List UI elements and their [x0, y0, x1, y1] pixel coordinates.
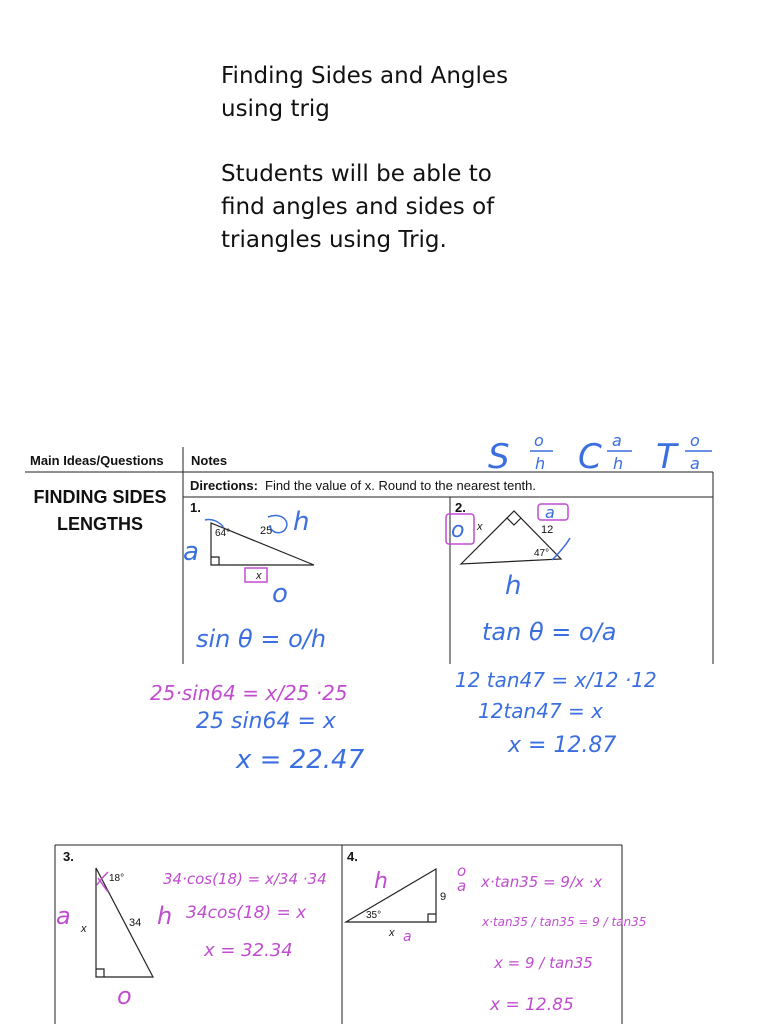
hw-soh-o: o	[534, 431, 544, 450]
hw-p4-eq1: x·tan35 = 9/x ·x	[481, 873, 603, 891]
hw-p2-eq4: x = 12.87	[508, 733, 617, 758]
section-title-line-1: FINDING SIDES	[33, 487, 167, 507]
hw-p3-eq2: 34cos(18) = x	[186, 903, 307, 923]
hw-cah-h: h	[613, 454, 624, 473]
problem-4-angle: 35°	[366, 910, 382, 921]
hw-p1-eq1: sin θ = o/h	[196, 625, 327, 653]
hw-p3-eq3: x = 32.34	[204, 940, 293, 961]
hw-p3-eq1: 34·cos(18) = x/34 ·34	[163, 870, 327, 888]
hw-p2-eq1: tan θ = o/a	[482, 618, 617, 646]
problem-2-side: 12	[541, 524, 554, 536]
hw-p4-o: o	[457, 862, 467, 880]
hw-p4-eq3: x = 9 / tan35	[494, 954, 593, 972]
hw-p4-eq2: x·tan35 / tan35 = 9 / tan35	[482, 915, 647, 929]
objective-line-2: find angles and sides of	[221, 194, 495, 220]
header-main-ideas: Main Ideas/Questions	[30, 453, 164, 468]
hw-soh-s: S	[488, 437, 510, 477]
handwriting-mnemonic	[488, 431, 712, 477]
hw-p1-h: h	[293, 507, 310, 537]
hw-p4-a2: a	[403, 929, 412, 945]
problem-1-angle: 64°	[215, 528, 231, 539]
hw-p1-eq4: x = 22.47	[236, 745, 365, 775]
problem-2-number: 2.	[455, 500, 466, 515]
problem-1-number: 1.	[190, 500, 201, 515]
hw-p1-eq3: 25 sin64 = x	[196, 709, 336, 734]
hw-p1-eq2: 25·sin64 = x/25 ·25	[150, 681, 348, 705]
hw-p4-a: a	[457, 877, 467, 895]
hw-toa-o: o	[690, 431, 700, 450]
problem-1-var: x	[256, 570, 262, 582]
title-line-1: Finding Sides and Angles	[221, 63, 509, 89]
section-title-line-2: LENGTHS	[56, 514, 144, 534]
problem-4-number: 4.	[347, 849, 358, 864]
handwriting-problem-1	[150, 507, 365, 775]
directions-text: Find the value of x. Round to the nearest tenth.	[265, 478, 537, 493]
hw-soh-h: h	[535, 454, 546, 473]
problem-4-triangle	[346, 869, 436, 922]
problem-1-hyp: 25	[260, 525, 273, 537]
problem-3-angle: 18°	[109, 873, 125, 884]
hw-p2-h: h	[505, 571, 522, 601]
hw-p4-h: h	[374, 869, 388, 894]
objective-line-3: triangles using Trig.	[221, 227, 447, 253]
hw-cah-a: a	[612, 431, 622, 450]
hw-p1-o: o	[272, 579, 288, 609]
problem-3-triangle	[96, 868, 153, 977]
hw-p3-o: o	[117, 982, 132, 1010]
hw-p1-a: a	[183, 537, 199, 567]
objective-line-1: Students will be able to	[221, 161, 492, 187]
directions-label: Directions:	[190, 478, 258, 493]
problem-2-var: x	[477, 521, 483, 533]
problem-4-side: 9	[440, 891, 447, 903]
hw-p2-eq2: 12 tan47 = x/12 ·12	[455, 668, 657, 692]
hw-p2-a: a	[545, 503, 555, 522]
title-line-2: using trig	[221, 96, 330, 122]
hw-p2-o: o	[451, 518, 465, 543]
problem-2-angle: 47°	[534, 548, 550, 559]
hw-p3-h: h	[157, 902, 173, 930]
problem-4-var: x	[389, 927, 395, 939]
handwriting-problem-4	[374, 862, 646, 1015]
problem-3-var: x	[81, 923, 87, 935]
hw-p4-eq4: x = 12.85	[490, 995, 574, 1015]
hw-toa-a: a	[690, 454, 700, 473]
problem-3-number: 3.	[63, 849, 74, 864]
hw-toa-t: T	[656, 437, 677, 477]
header-notes: Notes	[191, 453, 228, 468]
handwriting-problem-2	[446, 503, 657, 758]
hw-p3-a: a	[56, 902, 71, 930]
hw-cah-c: C	[578, 437, 602, 477]
hw-p2-eq3: 12tan47 = x	[478, 699, 603, 723]
problem-3-hyp: 34	[129, 917, 142, 929]
